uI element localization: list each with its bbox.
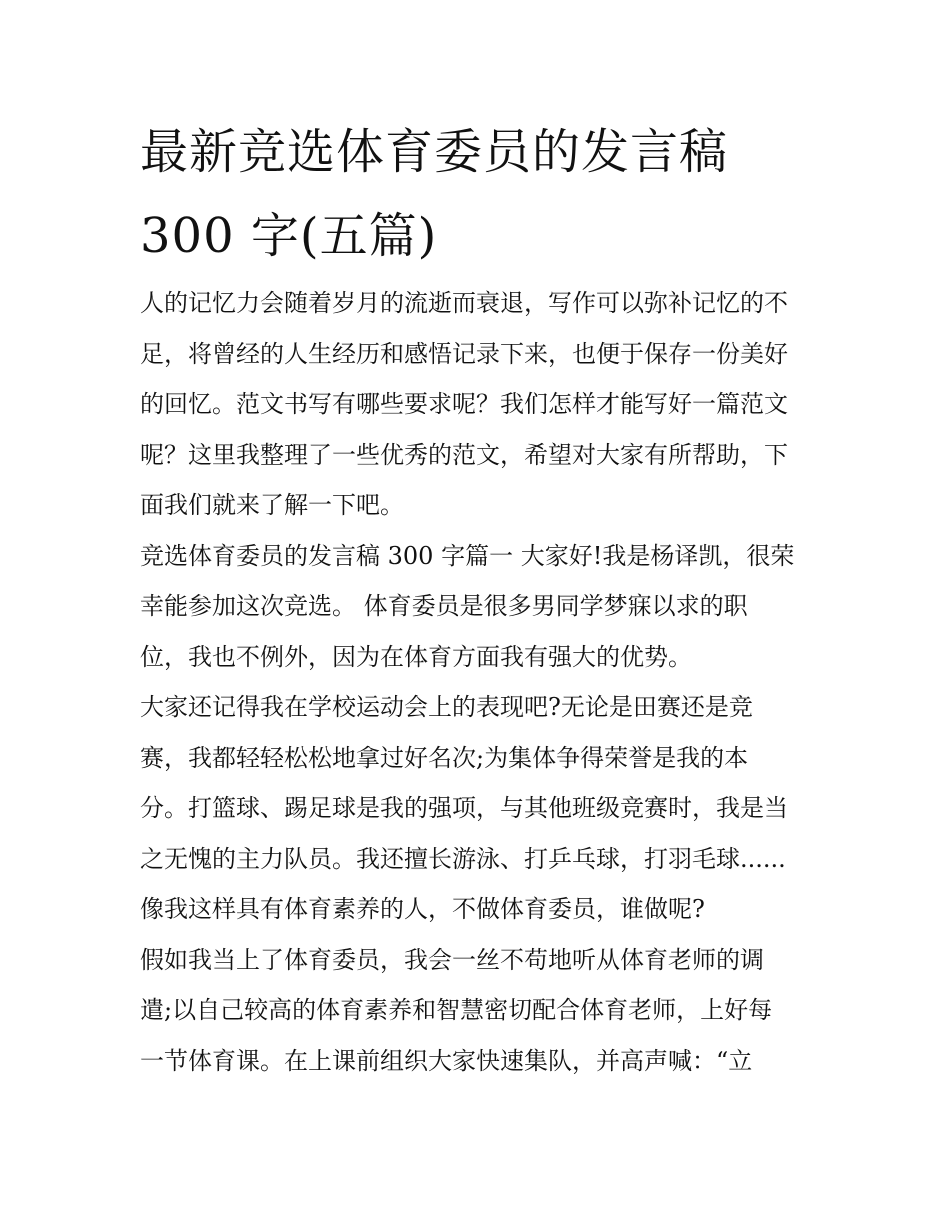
document-body (140, 278, 812, 1086)
text-line: 足，将曾经的人生经历和感悟记录下来，也便于保存一份美好 (140, 339, 788, 368)
text-line: 遣;以自己较高的体育素养和智慧密切配合体育老师，上好每 (140, 996, 773, 1024)
text-line: 人的记忆力会随着岁月的流逝而衰退，写作可以弥补记忆的不 (140, 289, 788, 317)
text-line: 之无愧的主力队员。我还擅长游泳、打乒乓球，打羽毛球...... (140, 844, 786, 873)
text-line: 假如我当上了体育委员，我会一丝不苟地听从体育老师的调 (140, 945, 764, 974)
paragraph (140, 278, 812, 531)
paragraph (140, 682, 812, 935)
text-line: 像我这样具有体育素养的人，不做体育委员，谁做呢? (140, 895, 705, 923)
paragraph (140, 531, 812, 683)
text-line: 面我们就来了解一下吧。 (140, 491, 404, 519)
document-page (140, 110, 812, 1086)
text-line: 呢？这里我整理了一些优秀的范文，希望对大家有所帮助，下 (140, 440, 788, 469)
paragraph (140, 935, 812, 1087)
text-line: 的回忆。范文书写有哪些要求呢？我们怎样才能写好一篇范文 (140, 390, 788, 418)
text-line: 位，我也不例外，因为在体育方面我有强大的优势。 (140, 642, 692, 671)
title-line: 最新竞选体育委员的发言稿 (140, 124, 729, 180)
text-line: 分。打篮球、踢足球是我的强项，与其他班级竞赛时，我是当 (140, 794, 788, 822)
text-line: 幸能参加这次竞选。 体育委员是很多男同学梦寐以求的职 (140, 592, 748, 620)
title-line: 300 字(五篇) (140, 208, 438, 264)
text-line: 竞选体育委员的发言稿 300 字篇一 大家好!我是杨译凯，很荣 (140, 541, 795, 570)
document-title (140, 110, 812, 278)
text-line: 赛，我都轻轻松松地拿过好名次;为集体争得荣誉是我的本 (140, 743, 749, 772)
text-line: 一节体育课。在上课前组织大家快速集队，并高声喊：“立 (140, 1046, 753, 1075)
text-line: 大家还记得我在学校运动会上的表现吧?无论是田赛还是竞 (140, 693, 753, 721)
